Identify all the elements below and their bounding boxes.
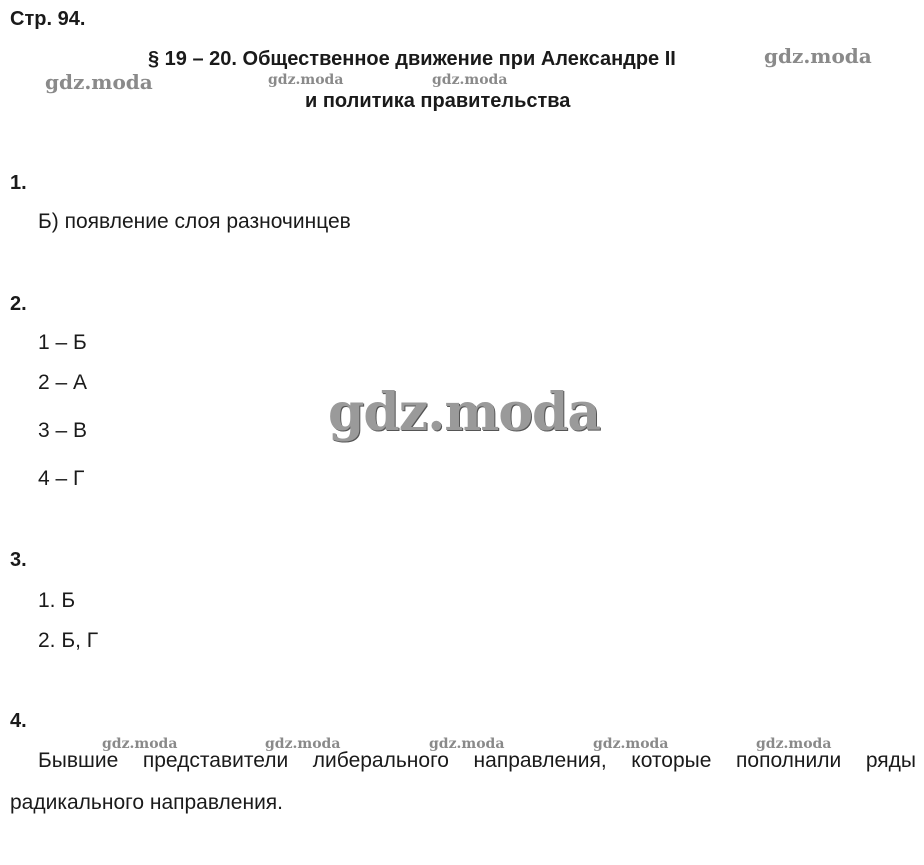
watermark-logo: gdz.moda xyxy=(268,72,344,88)
watermark-logo: gdz.moda xyxy=(593,736,669,752)
watermark-logo: gdz.moda xyxy=(432,72,508,88)
watermark-logo: gdz.moda xyxy=(45,70,153,94)
answer-paragraph-line-1: Бывшие представители либерального направления, которые пополнили ряды xyxy=(38,749,916,772)
answer-text: 1 – Б xyxy=(38,331,87,354)
watermark-logo: gdz.moda xyxy=(328,382,601,443)
question-number: 4. xyxy=(10,710,27,732)
section-title-line-1: § 19 – 20. Общественное движение при Александре II xyxy=(148,48,676,70)
watermark-logo: gdz.moda xyxy=(265,736,341,752)
page-reference: Стр. 94. xyxy=(10,8,86,30)
question-number: 2. xyxy=(10,293,27,315)
answer-paragraph xyxy=(10,740,916,824)
section-title-line-2: и политика правительства xyxy=(305,90,571,112)
watermark-logo: gdz.moda xyxy=(756,736,832,752)
watermark-logo: gdz.moda xyxy=(429,736,505,752)
question-number: 1. xyxy=(10,172,27,194)
answer-text: 4 – Г xyxy=(38,467,85,490)
question-number: 3. xyxy=(10,549,27,571)
answer-text: 2. Б, Г xyxy=(38,629,99,652)
answer-paragraph-line-2: радикального направления. xyxy=(10,791,283,814)
watermark-logo: gdz.moda xyxy=(764,44,872,68)
watermark-logo: gdz.moda xyxy=(102,736,178,752)
answer-text: 2 – А xyxy=(38,371,88,394)
answer-text: Б) появление слоя разночинцев xyxy=(38,210,351,233)
answer-text: 3 – В xyxy=(38,419,88,442)
answer-text: 1. Б xyxy=(38,589,76,612)
